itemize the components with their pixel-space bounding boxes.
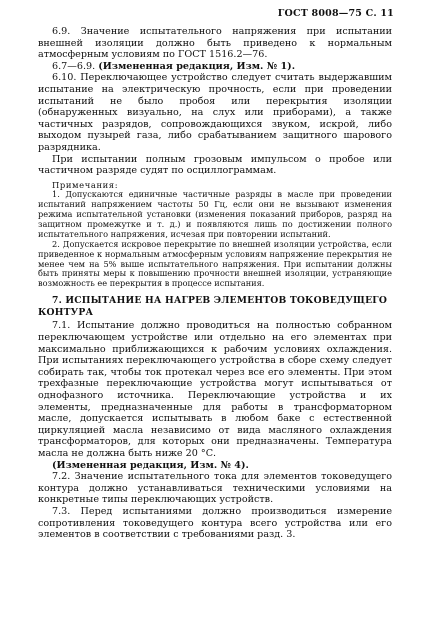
paragraph-7-1: 7.1. Испытание должно проводиться на полностью собранном переключающем устройстве или отдельно на его элементах при максимально приближающихся к рабочим условиях охлаждения. При испытаниях переключающего устройства в сборе схему следует собирать так, чтобы ток протекал через все его элементы. При этом трехфазные переключающие устройства могут испытываться от однофазного источника. Переключающие устройства и их элементы, предназначенные для работы в трансформаторном масле, допускается испытывать в любом баке с естественной циркуляцией масла независимо от вида масляного охлаждения трансформаторов, для которых они предназначены. Температура масла не должна быть ниже 20 °С. [38, 320, 392, 459]
page-header: ГОСТ 8008—75 С. 11 [277, 8, 394, 19]
page-content [38, 26, 392, 541]
paragraph-6-10: 6.10. Переключающее устройство следует считать выдержавшим испытание на электрическую прочность, если при проведении испытаний не было пробоя или перекрытия изоляции (обнаруженных визуально, на слух или приборами), а также частичных разрядов, сопровождающихся звуком, искрой, либо выходом пузырей газа, либо срабатыванием защитного шарового разрядника. [38, 72, 392, 153]
paragraph-6-9: 6.9. Значение испытательного напряжения при испытании внешней изоляции должно быть приведено к нормальным атмосферным условиям по ГОСТ 1516.2—76. [38, 26, 392, 61]
paragraph-impulse: При испытании полным грозовым импульсом о пробое или частичном разряде судят по осциллограммам. [38, 153, 392, 177]
amendment-note-4: (Измененная редакция, Изм. № 4). [52, 459, 249, 471]
section-7-title: 7. ИСПЫТАНИЕ НА НАГРЕВ ЭЛЕМЕНТОВ ТОКОВЕДУЩЕГО КОНТУРА [38, 295, 388, 318]
note-2: 2. Допускается искровое перекрытие по внешней изоляции устройства, если приведенное к нормальным атмосферным условиям напряжение перекрытия не менее чем на 5% выше испытательного напряжения. При испытании должны быть приняты меры к повышению прочности внешней изоляции, устраняющие возможность ее перекрытия в процессе испытания. [38, 238, 392, 289]
paragraph-7-3: 7.3. Перед испытаниями должно производиться измерение сопротивления токоведущего контура всего устройства или его элементов в соответствии с требованиями разд. 3. [38, 505, 392, 541]
notes-title: Примечания: [52, 179, 119, 190]
paragraph-7-2: 7.2. Значение испытательного тока для элементов токоведущего контура должно устанавливаться техническими условиями на конкретные типы переключающих устройств. [38, 471, 392, 506]
amendment-label: (Измененная редакция, Изм. № 1). [98, 60, 296, 72]
note-1: 1. Допускаются единичные частичные разряды в масле при проведении испытаний напряжением частоты 50 Гц, если они не вызывают изменения режима испытательной установки (изменения показаний приборов, разряд на защитном промежутке и т. д.) и появляются лишь по достижении полного испытательного напряжения, исчезая при повторении испытаний. [38, 189, 392, 239]
clause-range: 6.7—6.9. [52, 60, 96, 72]
amendment-note-6-7-6-9 [38, 61, 392, 73]
